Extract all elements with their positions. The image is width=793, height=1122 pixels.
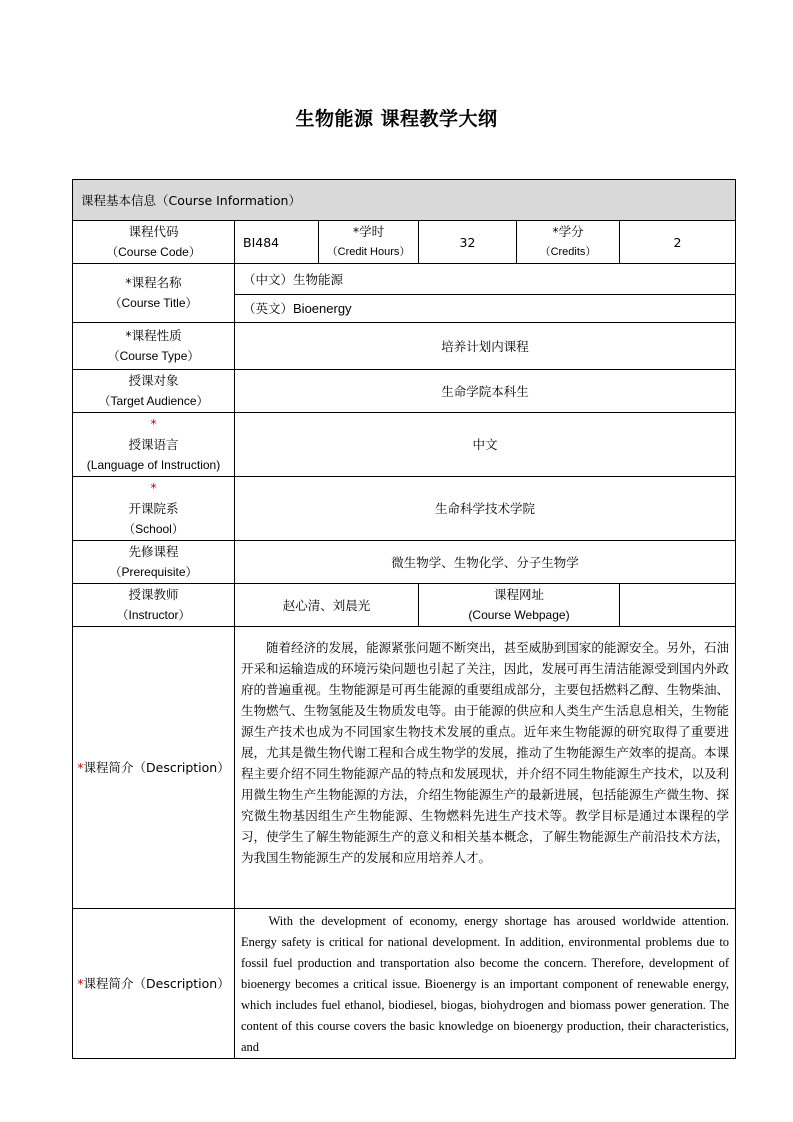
course-info-table — [72, 179, 736, 1059]
language-label: * 授课语言 (Language of Instruction) — [73, 413, 235, 477]
credit-hours-value: 32 — [419, 221, 517, 264]
description-en-text: With the development of economy, energy shortage has aroused worldwide attention. Energy safety is critical for national development. In addition, environmental problems due to fossil fuel production and transportation also become the concern. Therefore, development of bioenergy becomes a critical issue. Bioenergy is an important component of renewable energy, which includes fuel ethanol, biodiesel, biogas, biohydrogen and biomass power generation. The content of this course covers the basic knowledge on bioenergy production, their characteristics, and — [235, 909, 736, 1059]
credit-hours-label: *学时 （Credit Hours） — [319, 221, 419, 264]
course-code-row — [73, 221, 736, 264]
school-label: * 开课院系 （School） — [73, 477, 235, 541]
course-title-row-cn — [73, 264, 736, 295]
course-code-label: 课程代码 （Course Code） — [73, 221, 235, 264]
instructor-value: 赵心清、刘晨光 — [235, 584, 419, 627]
course-info-header-row — [73, 180, 736, 221]
credits-value: 2 — [620, 221, 736, 264]
target-audience-row — [73, 370, 736, 413]
course-title-label: *课程名称 （Course Title） — [73, 264, 235, 323]
description-cn-label: *课程简介（Description） — [73, 627, 235, 909]
school-value: 生命科学技术学院 — [235, 477, 736, 541]
language-row — [73, 413, 736, 477]
instructor-label: 授课教师 （Instructor） — [73, 584, 235, 627]
target-audience-value: 生命学院本科生 — [235, 370, 736, 413]
course-title-cn: （中文）生物能源 — [235, 264, 736, 295]
description-cn-text: 随着经济的发展，能源紧张问题不断突出，甚至威胁到国家的能源安全。另外，石油开采和运输造成的环境污染问题也引起了关注，因此，发展可再生清洁能源受到国内外政府的普遍重视。生物能源是可再生能源的重要组成部分，主要包括燃料乙醇、生物柴油、生物燃气、生物氢能及生物质发电等。由于能源的供应和人类生产生活息息相关，生物能源生产技术也成为不同国家生物技术发展的重点。近年来生物能源的研究取得了重要进展，尤其是微生物代谢工程和合成生物学的发展，推动了生物能源生产效率的提高。本课程主要介绍不同生物能源产品的特点和发展现状，并介绍不同生物能源生产技术，以及利用微生物生产生物能源的方法，介绍生物能源生产的最新进展，包括能源生产微生物、探究微生物基因组生产生物能源、生物燃料先进生产技术等。教学目标是通过本课程的学习，使学生了解生物能源生产的意义和相关基本概念，了解生物能源生产前沿技术方法，为我国生物能源生产的发展和应用培养人才。 — [235, 627, 736, 909]
course-type-row — [73, 323, 736, 370]
school-row — [73, 477, 736, 541]
description-cn-row — [73, 627, 736, 909]
prerequisite-row — [73, 541, 736, 584]
course-info-header: 课程基本信息（Course Information） — [73, 180, 736, 221]
prerequisite-label: 先修课程 （Prerequisite） — [73, 541, 235, 584]
description-en-row — [73, 909, 736, 1059]
course-title-en: （英文）Bioenergy — [235, 295, 736, 323]
course-webpage-value — [620, 584, 736, 627]
course-code-value: BI484 — [235, 221, 319, 264]
page-title: 生物能源 课程教学大纲 — [295, 108, 498, 130]
course-webpage-label: 课程网址 (Course Webpage) — [419, 584, 620, 627]
credits-label: *学分 （Credits） — [517, 221, 620, 264]
description-en-label: *课程简介（Description） — [73, 909, 235, 1059]
course-type-value: 培养计划内课程 — [235, 323, 736, 370]
target-audience-label: 授课对象 （Target Audience） — [73, 370, 235, 413]
prerequisite-value: 微生物学、生物化学、分子生物学 — [235, 541, 736, 584]
language-value: 中文 — [235, 413, 736, 477]
instructor-row — [73, 584, 736, 627]
course-type-label: *课程性质 （Course Type） — [73, 323, 235, 370]
